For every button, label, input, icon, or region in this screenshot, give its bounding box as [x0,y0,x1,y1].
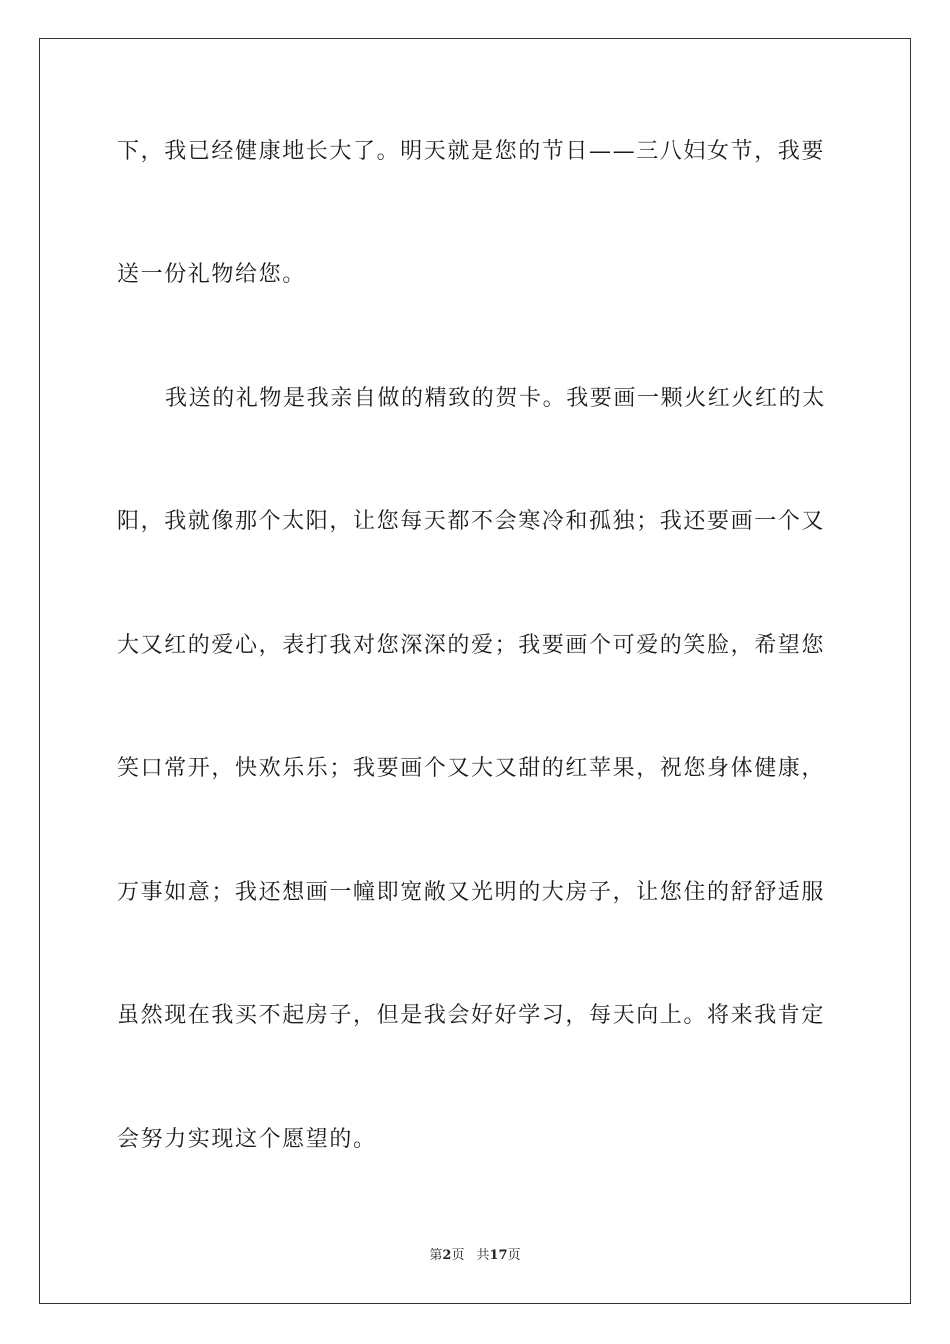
page-label-prefix: 第 [429,1248,443,1263]
page-number: 2 [442,1248,452,1263]
paragraph-first-line: 我送的礼物是我亲自做的精致的贺卡。我要画一颗火红火红的太 [165,386,826,411]
page-footer [0,1247,950,1265]
text-line: 笑口常开，快欢乐乐；我要画个又大又甜的红苹果，祝您身体健康， [117,756,826,781]
page-label-suffix: 页 [451,1248,465,1263]
text-line: 大又红的爱心，表打我对您深深的爱；我要画个可爱的笑脸，希望您 [117,633,826,658]
total-label-prefix: 共 [476,1248,490,1263]
text-line: 万事如意；我还想画一幢即宽敞又光明的大房子，让您住的舒舒适服 [117,880,826,905]
text-line: 虽然现在我买不起房子，但是我会好好学习，每天向上。将来我肯定 [117,1003,826,1028]
text-line: 阳，我就像那个太阳，让您每天都不会寒冷和孤独；我还要画一个又 [117,509,826,534]
total-pages: 17 [489,1248,508,1263]
text-line: 下，我已经健康地长大了。明天就是您的节日——三八妇女节，我要 [117,139,826,164]
text-line: 会努力实现这个愿望的。 [117,1127,377,1152]
page-border [39,38,911,1304]
text-line: 送一份礼物给您。 [117,262,306,287]
total-label-suffix: 页 [507,1248,521,1263]
